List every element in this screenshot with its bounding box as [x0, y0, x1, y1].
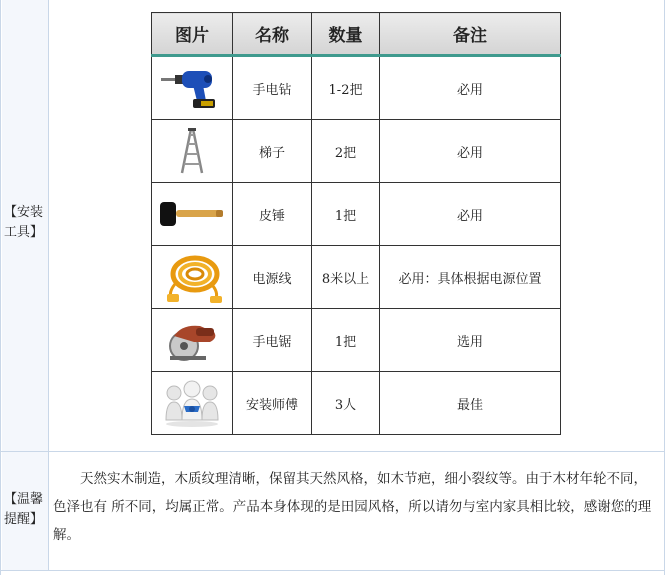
- table-row: [152, 309, 561, 372]
- install-tools-label: 【安装工具】: [4, 205, 44, 240]
- tool-quantity: 2把: [312, 120, 380, 183]
- tool-picture: [152, 246, 233, 309]
- tool-quantity: 1把: [312, 183, 380, 246]
- install-tools-table: [151, 12, 561, 435]
- tool-picture: [152, 372, 233, 435]
- row-divider: [1, 570, 664, 571]
- tool-name: 皮锤: [233, 183, 312, 246]
- tool-name: 手电钻: [233, 56, 312, 120]
- table-row: [152, 372, 561, 435]
- tool-name: 电源线: [233, 246, 312, 309]
- header-picture: 图片: [152, 13, 233, 56]
- tool-remark: 必用: [380, 56, 561, 120]
- header-remark: 备注: [380, 13, 561, 56]
- tool-picture: [152, 120, 233, 183]
- tool-quantity: 1-2把: [312, 56, 380, 120]
- reminder-text: 天然实木制造，木质纹理清晰，保留其天然风格，如木节疤，细小裂纹等。由于木材年轮不同，色泽也有 所不同，均属正常。产品本身体现的是田园风格，所以请勿与室内家具相比较，感谢您的理解。: [53, 471, 652, 543]
- tool-picture: [152, 309, 233, 372]
- reminder-label: 【温馨提醒】: [4, 492, 44, 527]
- tool-remark: 最佳: [380, 372, 561, 435]
- tool-remark: 必用: [380, 120, 561, 183]
- table-row: [152, 183, 561, 246]
- power-drill-icon: [157, 65, 227, 111]
- power-cable-icon: [157, 250, 227, 304]
- tool-picture: [152, 56, 233, 120]
- tool-remark: 必用: [380, 183, 561, 246]
- tool-name: 梯子: [233, 120, 312, 183]
- tool-name: 手电锯: [233, 309, 312, 372]
- tool-remark: 选用: [380, 309, 561, 372]
- table-row: [152, 120, 561, 183]
- tool-quantity: 8米以上: [312, 246, 380, 309]
- rubber-mallet-icon: [156, 196, 228, 232]
- tool-remark: 必用：具体根据电源位置: [380, 246, 561, 309]
- tool-quantity: 1把: [312, 309, 380, 372]
- table-row: [152, 246, 561, 309]
- header-quantity: 数量: [312, 13, 380, 56]
- table-row: [152, 56, 561, 120]
- tool-quantity: 3人: [312, 372, 380, 435]
- installer-team-icon: [160, 378, 224, 428]
- ladder-icon: [172, 126, 212, 176]
- table-header-row: [152, 13, 561, 56]
- row-divider: [1, 451, 664, 452]
- tool-name: 安装师傅: [233, 372, 312, 435]
- header-name: 名称: [233, 13, 312, 56]
- electric-saw-icon: [160, 316, 224, 364]
- tool-picture: [152, 183, 233, 246]
